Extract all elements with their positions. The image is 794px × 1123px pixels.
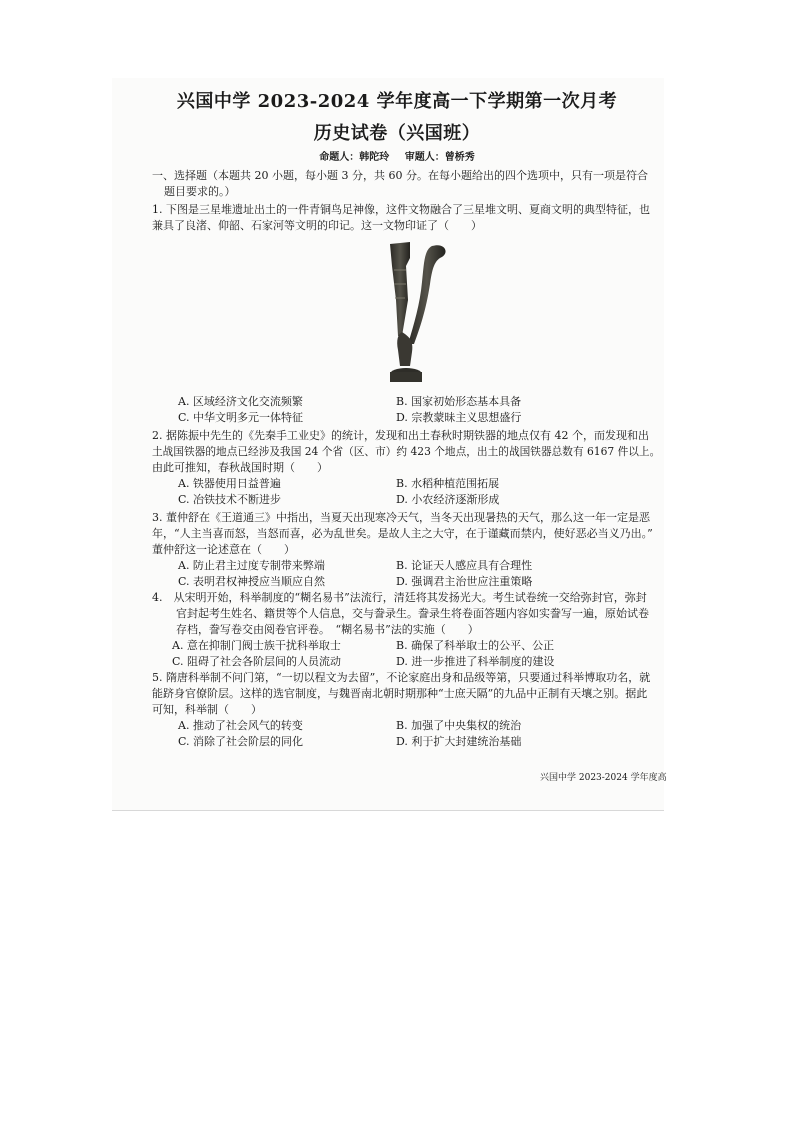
exam-subtitle: 历史试卷（兴国班） <box>313 123 481 144</box>
q3-line-2: 年，“人主当喜而怒，当怒而喜，必为乱世矣。是故人主之大守，在于谨藏而禁内，使好恶必当义乃出。” <box>152 527 653 540</box>
setter-label: 命题人：韩陀玲 <box>319 152 390 163</box>
q4-line-1: 4. 从宋明开始，科举制度的“糊名易书”法流行，清廷将其发扬光大。考生试卷统一交给弥封官，弥封 <box>152 591 647 604</box>
q2-option-a: A. 铁器使用日益普遍 <box>178 477 281 490</box>
q2-line-1: 2. 据陈振中先生的《先秦手工业史》的统计，发现和出土春秋时期铁器的地点仅有 42 个，而发现和出 <box>152 429 649 442</box>
q3-option-a: A. 防止君主过度专制带来弊端 <box>178 559 325 572</box>
q2-line-3: 由此可推知，春秋战国时期（ ） <box>152 461 328 474</box>
q1-option-b: B. 国家初始形态基本具备 <box>396 395 522 408</box>
q5-line-1: 5. 隋唐科举制不问门第，“一切以程文为去留”，不论家庭出身和品级等第，只要通过科举博取功名，就 <box>152 671 651 684</box>
q1-option-d: D. 宗教蒙昧主义思想盛行 <box>396 411 522 424</box>
q5-line-3: 可知，科举制（ ） <box>152 703 262 716</box>
exam-authors <box>0 148 794 163</box>
q5-line-2: 能跻身官僚阶层。这样的选官制度，与魏晋南北朝时期那种“士庶天隔”的九品中正制有天壤之别。据此 <box>152 687 648 700</box>
q5-option-c: C. 消除了社会阶层的同化 <box>178 735 304 748</box>
q3-line-3: 董仲舒这一论述意在（ ） <box>152 543 295 556</box>
reviewer-label: 审题人：曾桥秀 <box>404 152 475 163</box>
q2-option-c: C. 冶铁技术不断进步 <box>178 493 282 506</box>
page-footer: 兴国中学 2023-2024 学年度高 <box>540 773 667 783</box>
q2-option-d: D. 小农经济逐渐形成 <box>396 493 500 506</box>
q4-line-3: 存档，誊写卷交由阅卷官评卷。 “糊名易书”法的实施（ ） <box>176 623 479 636</box>
q4-option-b: B. 确保了科举取士的公平、公正 <box>396 639 555 652</box>
q1-option-c: C. 中华文明多元一体特征 <box>178 411 304 424</box>
exam-title: 兴国中学 2023-2024 学年度高一下学期第一次月考 <box>176 91 618 112</box>
q5-option-a: A. 推动了社会风气的转变 <box>178 719 303 732</box>
q1-line-2: 兼具了良渚、仰韶、石家河等文明的印记。这一文物印证了（ ） <box>152 219 482 232</box>
q3-option-c: C. 表明君权神授应当顺应自然 <box>178 575 326 588</box>
q5-option-d: D. 利于扩大封建统治基础 <box>396 735 522 748</box>
q4-option-c: C. 阻碍了社会各阶层间的人员流动 <box>172 655 342 668</box>
bronze-bird-foot-figure-icon <box>380 240 452 386</box>
q2-line-2: 土战国铁器的地点已经涉及我国 24 个省（区、市）约 423 个地点，出土的战国铁器总数有 6167 件以上。 <box>152 445 661 458</box>
q5-option-b: B. 加强了中央集权的统治 <box>396 719 522 732</box>
q2-option-b: B. 水稻种植范围拓展 <box>396 477 500 490</box>
q4-option-d: D. 进一步推进了科举制度的建设 <box>396 655 555 668</box>
section-heading-line-2: 题目要求的。） <box>164 185 236 198</box>
section-heading-line-1: 一、选择题（本题共 20 小题，每小题 3 分，共 60 分。在每小题给出的四个选项中，只有一项是符合 <box>152 169 648 182</box>
q4-line-2: 官封起考生姓名、籍贯等个人信息，交与誊录生。誊录生将卷面答题内容如实誊写一遍，原始试卷 <box>176 607 649 620</box>
q4-option-a: A. 意在抑制门阀士族干扰科举取士 <box>172 639 341 652</box>
q3-line-1: 3. 董仲舒在《王道通三》中指出，当夏天出现寒冷天气，当冬天出现暑热的天气，那么这一年一定是恶 <box>152 511 650 524</box>
q1-option-a: A. 区域经济文化交流频繁 <box>178 395 303 408</box>
q3-option-d: D. 强调君主治世应注重策略 <box>396 575 533 588</box>
q1-line-1: 1. 下图是三星堆遗址出土的一件青铜鸟足神像，这件文物融合了三星堆文明、夏商文明的典型特征，也 <box>152 203 650 216</box>
q3-option-b: B. 论证天人感应具有合理性 <box>396 559 533 572</box>
